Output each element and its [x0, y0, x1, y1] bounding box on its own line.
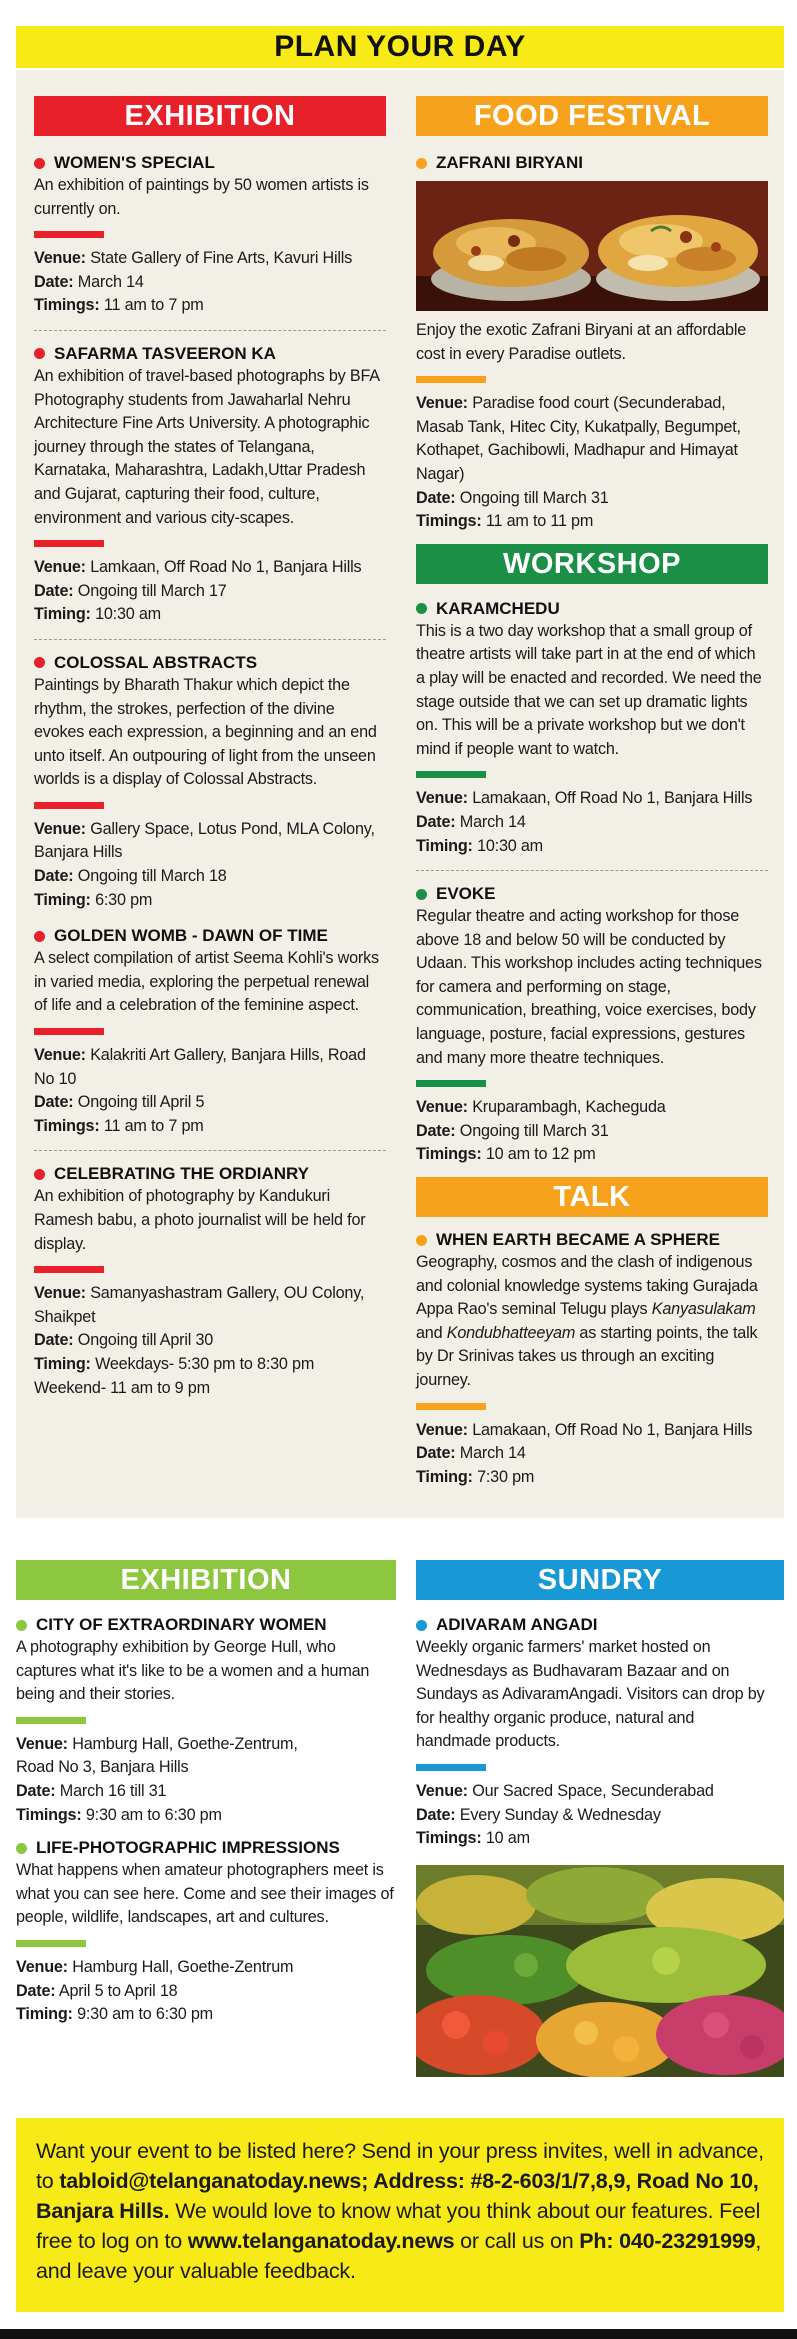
footer-email-address: tabloid@telanganatoday.news; Address: #8-2-603/1/7,8,9, Road No 10, Banjara Hills.: [36, 2169, 759, 2223]
event-timings: Timings: 11 am to 7 pm: [34, 296, 204, 315]
event-date: Date: Ongoing till March 31: [416, 1121, 609, 1140]
bullet-dot-icon: [16, 1620, 27, 1631]
bullet-dot-icon: [416, 1620, 427, 1631]
footer-text: We would love to know what you think about our features. Feel free to log on to: [36, 2199, 761, 2253]
biryani-photo: [416, 181, 768, 311]
event-evoke: [416, 883, 768, 1167]
event-description: An exhibition of photography by Kandukuri Ramesh babu, a photo journalist will be held for display.: [34, 1187, 366, 1253]
event-title: EVOKE: [416, 883, 768, 905]
event-date: Date: April 5 to April 18: [16, 1981, 178, 2000]
event-title: WOMEN'S SPECIAL: [34, 152, 386, 174]
event-venue: Venue: Our Sacred Space, Secunderabad: [416, 1781, 714, 1800]
divider-rule: [416, 376, 486, 383]
exhibition-header: EXHIBITION: [34, 96, 386, 136]
bullet-dot-icon: [34, 657, 45, 668]
event-colossal-abstracts: [34, 652, 386, 912]
event-timings: Timing: 7:30 pm: [416, 1467, 535, 1486]
event-title: WHEN EARTH BECAME A SPHERE: [416, 1229, 768, 1251]
event-timings: Timings: 11 am to 11 pm: [416, 512, 594, 531]
event-date: Date: Ongoing till March 17: [34, 581, 227, 600]
market-produce-photo: [416, 1865, 784, 2077]
event-timings: Timings: 10 am: [416, 1829, 530, 1848]
event-description: A photography exhibition by George Hull, who captures what it's like to be a women and a human being and their stories.: [16, 1638, 370, 1704]
event-date: Date: March 14: [416, 812, 526, 831]
event-description: Enjoy the exotic Zafrani Biryani at an affordable cost in every Paradise outlets.: [416, 321, 747, 363]
event-venue: Venue: Hamburg Hall, Goethe-Zentrum, Road No 3, Banjara Hills: [16, 1734, 298, 1777]
event-womens-special: [34, 152, 386, 318]
event-date: Date: Ongoing till March 31: [416, 488, 609, 507]
event-karamchedu: [416, 598, 768, 858]
event-title: LIFE-PHOTOGRAPHIC IMPRESSIONS: [16, 1837, 396, 1859]
bottom-exhibition-header: EXHIBITION: [16, 1560, 396, 1600]
event-city-of-extraordinary-women: [16, 1614, 396, 1827]
event-life-photographic-impressions: [16, 1837, 396, 2027]
event-description: Paintings by Bharath Thakur which depict the rhythm, the strokes, perfection of the divine evokes each expression, a beginning and an end unto itself. An outpouring of light from the unseen worlds is a display of Colossal Abstracts.: [34, 675, 377, 789]
event-date: Date: Ongoing till April 5: [34, 1093, 205, 1112]
bottom-bar: [0, 2329, 797, 2339]
top-section: [16, 70, 784, 1518]
event-timings: Timing: Weekdays- 5:30 pm to 8:30 pm: [34, 1354, 315, 1373]
bullet-dot-icon: [416, 158, 427, 169]
divider-rule: [416, 1403, 486, 1410]
sundry-column: [416, 1560, 784, 2077]
bullet-dot-icon: [416, 603, 427, 614]
event-zafrani-biryani: [416, 152, 768, 534]
dashed-separator: [34, 1150, 386, 1151]
fruit-vegetable-market-illustration: [416, 1865, 784, 2077]
event-golden-womb: [34, 925, 386, 1138]
event-title: CITY OF EXTRAORDINARY WOMEN: [16, 1614, 396, 1636]
event-description: An exhibition of travel-based photographs by BFA Photography students from Jawaharlal Nehru Architecture Fine Arts University. A photographic journey through the states of Telangana, Karnataka, Maharashtra, Ladakh,Uttar Pradesh and Gujarat, capturing their food, culture, environment and various city-scapes.: [34, 366, 379, 527]
event-venue: Venue: Samanyashastram Gallery, OU Colony, Shaikpet: [34, 1284, 365, 1326]
bullet-dot-icon: [416, 1235, 427, 1246]
right-column: [416, 96, 768, 1489]
divider-rule: [34, 540, 104, 547]
event-date: Date: March 16 till 31: [16, 1781, 167, 1800]
talk-header: TALK: [416, 1177, 768, 1217]
event-adivaram-angadi: [416, 1614, 768, 1851]
event-title: COLOSSAL ABSTRACTS: [34, 652, 386, 674]
event-venue: Venue: Kruparambagh, Kacheguda: [416, 1098, 666, 1117]
event-description: This is a two day workshop that a small group of theatre artists will take part in at the end of which a play will be enacted and recorded. We need the stage outside that we can set up dramatic lights on. This will be a private workshop but we don't mind if people want to watch.: [416, 621, 762, 758]
event-date: Date: Every Sunday & Wednesday: [416, 1805, 661, 1824]
event-venue: Venue: Lamakaan, Off Road No 1, Banjara Hills: [416, 1420, 753, 1439]
footer-text: or call us on: [454, 2229, 580, 2253]
bullet-dot-icon: [34, 931, 45, 942]
event-description: What happens when amateur photographers meet is what you can see here. Come and see their images of people, wildlife, landscapes, art and cultures.: [16, 1861, 394, 1927]
event-timings: Timing: 10:30 am: [416, 836, 543, 855]
footer-phone: Ph: 040-23291999: [579, 2229, 756, 2253]
bullet-dot-icon: [416, 889, 427, 900]
event-celebrating-the-ordianry: [34, 1163, 386, 1400]
event-title: ZAFRANI BIRYANI: [416, 152, 768, 174]
event-title: ADIVARAM ANGADI: [416, 1614, 768, 1636]
bullet-dot-icon: [34, 158, 45, 169]
event-title: CELEBRATING THE ORDIANRY: [34, 1163, 386, 1185]
sundry-header: SUNDRY: [416, 1560, 784, 1600]
divider-rule: [34, 1028, 104, 1035]
bottom-exhibition-column: [16, 1560, 396, 2027]
event-timings: Timing: 9:30 am to 6:30 pm: [16, 2005, 213, 2024]
event-title: SAFARMA TASVEERON KA: [34, 343, 386, 365]
event-venue: Venue: Kalakriti Art Gallery, Banjara Hills, Road No 10: [34, 1046, 366, 1088]
dashed-separator: [416, 870, 768, 871]
event-title: GOLDEN WOMB - DAWN OF TIME: [34, 925, 386, 947]
footer-text: Want your event to be listed here? Send in your press invites, well in advance, to: [36, 2139, 764, 2193]
event-venue: Venue: Paradise food court (Secunderabad, Masab Tank, Hitec City, Kukatpally, Begumpet, Kothapet, Gachibowli, Madhapur and Himayat Nagar): [416, 394, 741, 483]
event-when-earth-became-a-sphere: [416, 1229, 768, 1489]
event-weekend-timings: Weekend- 11 am to 9 pm: [34, 1378, 210, 1397]
food-festival-header: FOOD FESTIVAL: [416, 96, 768, 136]
event-description: An exhibition of paintings by 50 women artists is currently on.: [34, 176, 369, 218]
event-venue: Venue: Lamakaan, Off Road No 1, Banjara Hills: [416, 789, 753, 808]
dashed-separator: [34, 330, 386, 331]
event-description: Geography, cosmos and the clash of indigenous and colonial knowledge systems taking Gurajada Appa Rao's seminal Telugu plays Kanyasulakam and Kondubhatteeyam as starting points, the talk by Dr Srinivas takes us through an exciting journey.: [416, 1253, 758, 1389]
event-timings: Timing: 10:30 am: [34, 605, 161, 624]
exhibition-column: [34, 96, 386, 1400]
divider-rule: [34, 1266, 104, 1273]
divider-rule: [34, 802, 104, 809]
event-venue: Venue: State Gallery of Fine Arts, Kavuri Hills: [34, 249, 353, 268]
event-venue: Venue: Gallery Space, Lotus Pond, MLA Colony, Banjara Hills: [34, 819, 375, 862]
event-timings: Timing: 6:30 pm: [34, 890, 153, 909]
page-title: PLAN YOUR DAY: [16, 26, 784, 68]
event-venue: Venue: Hamburg Hall, Goethe-Zentrum: [16, 1957, 294, 1976]
footer-website-link[interactable]: www.telanganatoday.news: [187, 2229, 455, 2253]
event-venue: Venue: Lamkaan, Off Road No 1, Banjara Hills: [34, 558, 362, 577]
event-description: Weekly organic farmers' market hosted on Wednesdays as Budhavaram Bazaar and on Sundays as AdivaramAngadi. Visitors can drop by for healthy organic produce, natural and handmade products.: [416, 1638, 765, 1751]
bullet-dot-icon: [16, 1843, 27, 1854]
dashed-separator: [34, 639, 386, 640]
event-date: Date: March 14: [34, 272, 144, 291]
event-date: Date: Ongoing till April 30: [34, 1331, 214, 1350]
footer-text: , and leave your valuable feedback.: [36, 2229, 762, 2283]
biryani-bowls-illustration: [416, 181, 768, 311]
divider-rule: [34, 231, 104, 238]
event-description: A select compilation of artist Seema Kohli's works in varied media, exploring the perpetual renewal of life and a celebration of the feminine aspect.: [34, 949, 379, 1015]
divider-rule: [16, 1717, 86, 1724]
workshop-header: WORKSHOP: [416, 544, 768, 584]
event-date: Date: March 14: [416, 1444, 526, 1463]
event-safarma-tasveeron-ka: [34, 343, 386, 627]
divider-rule: [16, 1940, 86, 1947]
bullet-dot-icon: [34, 1169, 45, 1180]
divider-rule: [416, 1764, 486, 1771]
event-description: Regular theatre and acting workshop for those above 18 and below 50 will be conducted by Udaan. This workshop includes acting techniques for camera and performing on stage, communication, breathing, voice exercises, body language, posture, facial expressions, gestures and many more theatre techniques.: [416, 907, 762, 1067]
event-date: Date: Ongoing till March 18: [34, 867, 227, 886]
event-timings: Timings: 9:30 am to 6:30 pm: [16, 1805, 222, 1824]
bullet-dot-icon: [34, 348, 45, 359]
divider-rule: [416, 771, 486, 778]
event-timings: Timings: 11 am to 7 pm: [34, 1116, 204, 1135]
divider-rule: [416, 1080, 486, 1087]
event-title: KARAMCHEDU: [416, 598, 768, 620]
footer-contact-box: [16, 2118, 784, 2312]
event-timings: Timings: 10 am to 12 pm: [416, 1145, 596, 1164]
